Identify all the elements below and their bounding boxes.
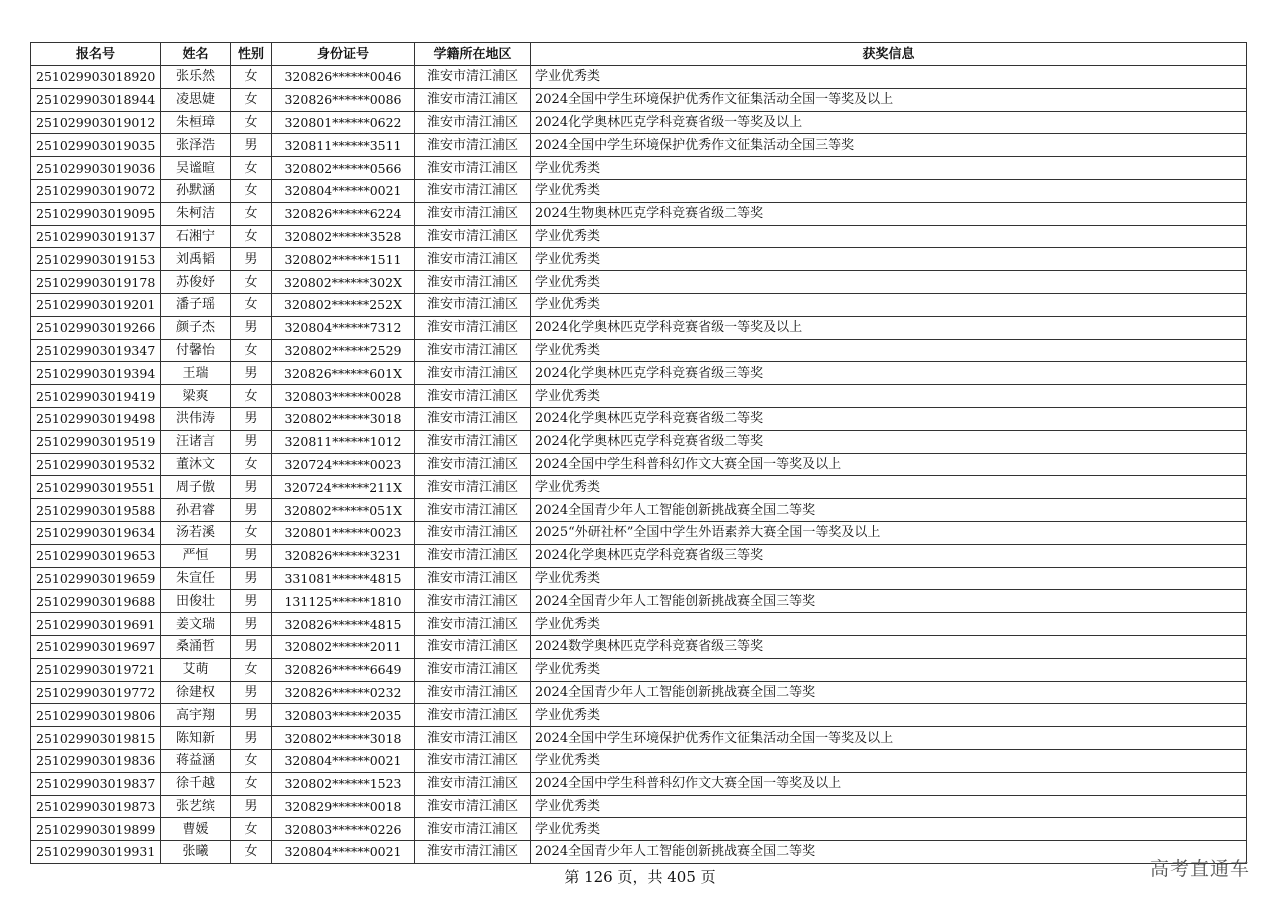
registration-number-cell: 251029903019721 <box>31 658 161 681</box>
name-cell: 张曦 <box>161 841 231 864</box>
id-number-cell: 320801******0023 <box>272 521 415 544</box>
id-number-cell: 320826******0046 <box>272 66 415 89</box>
col-header-name: 姓名 <box>161 43 231 66</box>
award-info-cell: 2024数学奥林匹克学科竞赛省级三等奖 <box>531 635 1247 658</box>
table-row <box>31 202 1247 225</box>
id-number-cell: 320803******0028 <box>272 385 415 408</box>
id-number-cell: 320802******1511 <box>272 248 415 271</box>
table-row <box>31 407 1247 430</box>
gender-cell: 女 <box>231 66 272 89</box>
gender-cell: 男 <box>231 704 272 727</box>
id-number-cell: 320802******2011 <box>272 635 415 658</box>
gender-cell: 男 <box>231 590 272 613</box>
name-cell: 田俊壮 <box>161 590 231 613</box>
award-info-cell: 2024全国青少年人工智能创新挑战赛全国二等奖 <box>531 499 1247 522</box>
award-info-cell: 学业优秀类 <box>531 613 1247 636</box>
school-region-cell: 淮安市清江浦区 <box>415 453 531 476</box>
registration-number-cell: 251029903019012 <box>31 111 161 134</box>
award-info-cell: 2024全国青少年人工智能创新挑战赛全国三等奖 <box>531 590 1247 613</box>
table-body <box>31 66 1247 864</box>
award-info-cell: 学业优秀类 <box>531 339 1247 362</box>
id-number-cell: 320826******4815 <box>272 613 415 636</box>
table-row <box>31 795 1247 818</box>
id-number-cell: 320802******302X <box>272 271 415 294</box>
registration-number-cell: 251029903019419 <box>31 385 161 408</box>
name-cell: 潘子瑶 <box>161 293 231 316</box>
header-row <box>31 43 1247 66</box>
table-row <box>31 841 1247 864</box>
gender-cell: 女 <box>231 157 272 180</box>
award-info-cell: 学业优秀类 <box>531 818 1247 841</box>
registration-number-cell: 251029903019201 <box>31 293 161 316</box>
table-row <box>31 567 1247 590</box>
gender-cell: 男 <box>231 316 272 339</box>
gender-cell: 男 <box>231 681 272 704</box>
id-number-cell: 320826******601X <box>272 362 415 385</box>
registration-number-cell: 251029903019688 <box>31 590 161 613</box>
school-region-cell: 淮安市清江浦区 <box>415 727 531 750</box>
id-number-cell: 320829******0018 <box>272 795 415 818</box>
gender-cell: 男 <box>231 476 272 499</box>
gender-cell: 女 <box>231 749 272 772</box>
award-info-cell: 2024化学奥林匹克学科竞赛省级三等奖 <box>531 544 1247 567</box>
name-cell: 周子傲 <box>161 476 231 499</box>
name-cell: 艾萌 <box>161 658 231 681</box>
award-roster-table <box>30 42 1247 864</box>
name-cell: 徐建权 <box>161 681 231 704</box>
school-region-cell: 淮安市清江浦区 <box>415 749 531 772</box>
registration-number-cell: 251029903019551 <box>31 476 161 499</box>
name-cell: 姜文瑞 <box>161 613 231 636</box>
id-number-cell: 320802******3528 <box>272 225 415 248</box>
award-info-cell: 2024全国中学生环境保护优秀作文征集活动全国一等奖及以上 <box>531 727 1247 750</box>
gender-cell: 男 <box>231 407 272 430</box>
school-region-cell: 淮安市清江浦区 <box>415 613 531 636</box>
table-row <box>31 316 1247 339</box>
name-cell: 吴谧暄 <box>161 157 231 180</box>
table-row <box>31 749 1247 772</box>
table-row <box>31 544 1247 567</box>
name-cell: 徐千越 <box>161 772 231 795</box>
award-info-cell: 2024全国中学生环境保护优秀作文征集活动全国一等奖及以上 <box>531 88 1247 111</box>
registration-number-cell: 251029903019072 <box>31 179 161 202</box>
award-info-cell: 学业优秀类 <box>531 476 1247 499</box>
award-info-cell: 学业优秀类 <box>531 271 1247 294</box>
name-cell: 洪伟涛 <box>161 407 231 430</box>
id-number-cell: 320801******0622 <box>272 111 415 134</box>
award-info-cell: 2024全国中学生科普科幻作文大赛全国一等奖及以上 <box>531 772 1247 795</box>
award-info-cell: 学业优秀类 <box>531 658 1247 681</box>
award-info-cell: 学业优秀类 <box>531 248 1247 271</box>
registration-number-cell: 251029903019697 <box>31 635 161 658</box>
name-cell: 严恒 <box>161 544 231 567</box>
id-number-cell: 320802******051X <box>272 499 415 522</box>
table-row <box>31 727 1247 750</box>
id-number-cell: 320802******1523 <box>272 772 415 795</box>
school-region-cell: 淮安市清江浦区 <box>415 430 531 453</box>
school-region-cell: 淮安市清江浦区 <box>415 202 531 225</box>
id-number-cell: 320826******0232 <box>272 681 415 704</box>
award-info-cell: 学业优秀类 <box>531 385 1247 408</box>
award-info-cell: 学业优秀类 <box>531 795 1247 818</box>
registration-number-cell: 251029903019532 <box>31 453 161 476</box>
table-row <box>31 613 1247 636</box>
table-row <box>31 293 1247 316</box>
name-cell: 刘禹韬 <box>161 248 231 271</box>
table-row <box>31 635 1247 658</box>
table-row <box>31 818 1247 841</box>
id-number-cell: 131125******1810 <box>272 590 415 613</box>
table-row <box>31 430 1247 453</box>
name-cell: 颜子杰 <box>161 316 231 339</box>
gender-cell: 女 <box>231 202 272 225</box>
name-cell: 汪诸言 <box>161 430 231 453</box>
name-cell: 蒋益涵 <box>161 749 231 772</box>
award-info-cell: 2024生物奥林匹克学科竞赛省级二等奖 <box>531 202 1247 225</box>
school-region-cell: 淮安市清江浦区 <box>415 157 531 180</box>
gender-cell: 男 <box>231 795 272 818</box>
name-cell: 朱宣任 <box>161 567 231 590</box>
name-cell: 苏俊妤 <box>161 271 231 294</box>
registration-number-cell: 251029903019772 <box>31 681 161 704</box>
id-number-cell: 320803******0226 <box>272 818 415 841</box>
gender-cell: 女 <box>231 772 272 795</box>
id-number-cell: 320804******0021 <box>272 749 415 772</box>
registration-number-cell: 251029903019035 <box>31 134 161 157</box>
gender-cell: 男 <box>231 499 272 522</box>
col-header-award-info: 获奖信息 <box>531 43 1247 66</box>
id-number-cell: 320724******0023 <box>272 453 415 476</box>
school-region-cell: 淮安市清江浦区 <box>415 704 531 727</box>
col-header-school-region: 学籍所在地区 <box>415 43 531 66</box>
registration-number-cell: 251029903019153 <box>31 248 161 271</box>
school-region-cell: 淮安市清江浦区 <box>415 88 531 111</box>
col-header-registration-number: 报名号 <box>31 43 161 66</box>
gender-cell: 女 <box>231 385 272 408</box>
id-number-cell: 320811******1012 <box>272 430 415 453</box>
gender-cell: 男 <box>231 613 272 636</box>
name-cell: 朱桓璋 <box>161 111 231 134</box>
school-region-cell: 淮安市清江浦区 <box>415 316 531 339</box>
table-row <box>31 88 1247 111</box>
id-number-cell: 320826******6224 <box>272 202 415 225</box>
gender-cell: 女 <box>231 841 272 864</box>
id-number-cell: 320804******0021 <box>272 841 415 864</box>
name-cell: 孙默涵 <box>161 179 231 202</box>
gender-cell: 女 <box>231 111 272 134</box>
name-cell: 陈知新 <box>161 727 231 750</box>
gender-cell: 男 <box>231 362 272 385</box>
award-info-cell: 学业优秀类 <box>531 179 1247 202</box>
id-number-cell: 320804******0021 <box>272 179 415 202</box>
table-row <box>31 339 1247 362</box>
school-region-cell: 淮安市清江浦区 <box>415 407 531 430</box>
id-number-cell: 320802******252X <box>272 293 415 316</box>
table-row <box>31 271 1247 294</box>
table-row <box>31 704 1247 727</box>
registration-number-cell: 251029903019659 <box>31 567 161 590</box>
award-info-cell: 2024全国青少年人工智能创新挑战赛全国二等奖 <box>531 681 1247 704</box>
registration-number-cell: 251029903019394 <box>31 362 161 385</box>
registration-number-cell: 251029903019931 <box>31 841 161 864</box>
col-header-gender: 性别 <box>231 43 272 66</box>
registration-number-cell: 251029903019634 <box>31 521 161 544</box>
gender-cell: 女 <box>231 271 272 294</box>
id-number-cell: 320804******7312 <box>272 316 415 339</box>
registration-number-cell: 251029903019873 <box>31 795 161 818</box>
registration-number-cell: 251029903019036 <box>31 157 161 180</box>
school-region-cell: 淮安市清江浦区 <box>415 225 531 248</box>
table-row <box>31 66 1247 89</box>
name-cell: 凌思婕 <box>161 88 231 111</box>
name-cell: 董沐文 <box>161 453 231 476</box>
name-cell: 桑涌哲 <box>161 635 231 658</box>
id-number-cell: 320802******2529 <box>272 339 415 362</box>
gender-cell: 男 <box>231 635 272 658</box>
id-number-cell: 320802******3018 <box>272 727 415 750</box>
school-region-cell: 淮安市清江浦区 <box>415 841 531 864</box>
school-region-cell: 淮安市清江浦区 <box>415 293 531 316</box>
table-row <box>31 157 1247 180</box>
registration-number-cell: 251029903019837 <box>31 772 161 795</box>
table-row <box>31 385 1247 408</box>
award-info-cell: 学业优秀类 <box>531 749 1247 772</box>
school-region-cell: 淮安市清江浦区 <box>415 111 531 134</box>
name-cell: 高宇翔 <box>161 704 231 727</box>
gender-cell: 女 <box>231 293 272 316</box>
school-region-cell: 淮安市清江浦区 <box>415 271 531 294</box>
school-region-cell: 淮安市清江浦区 <box>415 818 531 841</box>
page-number: 第 126 页，共 405 页 <box>564 868 716 886</box>
school-region-cell: 淮安市清江浦区 <box>415 521 531 544</box>
school-region-cell: 淮安市清江浦区 <box>415 385 531 408</box>
table-row <box>31 499 1247 522</box>
gender-cell: 女 <box>231 658 272 681</box>
table-row <box>31 362 1247 385</box>
id-number-cell: 320826******0086 <box>272 88 415 111</box>
name-cell: 张乐然 <box>161 66 231 89</box>
watermark-logo-text: 高考直通车 <box>1149 858 1250 880</box>
gender-cell: 女 <box>231 339 272 362</box>
award-info-cell: 学业优秀类 <box>531 225 1247 248</box>
registration-number-cell: 251029903019899 <box>31 818 161 841</box>
name-cell: 梁爽 <box>161 385 231 408</box>
school-region-cell: 淮安市清江浦区 <box>415 590 531 613</box>
award-info-cell: 学业优秀类 <box>531 66 1247 89</box>
name-cell: 张艺缤 <box>161 795 231 818</box>
name-cell: 汤若溪 <box>161 521 231 544</box>
school-region-cell: 淮安市清江浦区 <box>415 681 531 704</box>
award-info-cell: 2024化学奥林匹克学科竞赛省级二等奖 <box>531 407 1247 430</box>
table-row <box>31 658 1247 681</box>
school-region-cell: 淮安市清江浦区 <box>415 362 531 385</box>
award-info-cell: 2024全国中学生科普科幻作文大赛全国一等奖及以上 <box>531 453 1247 476</box>
school-region-cell: 淮安市清江浦区 <box>415 635 531 658</box>
id-number-cell: 320803******2035 <box>272 704 415 727</box>
name-cell: 孙君睿 <box>161 499 231 522</box>
name-cell: 张泽浩 <box>161 134 231 157</box>
gender-cell: 男 <box>231 727 272 750</box>
school-region-cell: 淮安市清江浦区 <box>415 499 531 522</box>
award-info-cell: 2024全国青少年人工智能创新挑战赛全国二等奖 <box>531 841 1247 864</box>
school-region-cell: 淮安市清江浦区 <box>415 476 531 499</box>
table-row <box>31 772 1247 795</box>
table-row <box>31 453 1247 476</box>
gender-cell: 男 <box>231 134 272 157</box>
gender-cell: 女 <box>231 453 272 476</box>
name-cell: 朱柯洁 <box>161 202 231 225</box>
school-region-cell: 淮安市清江浦区 <box>415 567 531 590</box>
school-region-cell: 淮安市清江浦区 <box>415 248 531 271</box>
registration-number-cell: 251029903019095 <box>31 202 161 225</box>
school-region-cell: 淮安市清江浦区 <box>415 134 531 157</box>
award-info-cell: 2025“外研社杯”全国中学生外语素养大赛全国一等奖及以上 <box>531 521 1247 544</box>
col-header-id-number: 身份证号 <box>272 43 415 66</box>
gender-cell: 女 <box>231 179 272 202</box>
id-number-cell: 320802******0566 <box>272 157 415 180</box>
table-row <box>31 590 1247 613</box>
gender-cell: 女 <box>231 818 272 841</box>
school-region-cell: 淮安市清江浦区 <box>415 795 531 818</box>
award-info-cell: 2024化学奥林匹克学科竞赛省级一等奖及以上 <box>531 111 1247 134</box>
registration-number-cell: 251029903019588 <box>31 499 161 522</box>
registration-number-cell: 251029903019137 <box>31 225 161 248</box>
registration-number-cell: 251029903019519 <box>31 430 161 453</box>
award-info-cell: 学业优秀类 <box>531 293 1247 316</box>
gender-cell: 男 <box>231 430 272 453</box>
award-info-cell: 学业优秀类 <box>531 157 1247 180</box>
name-cell: 王瑞 <box>161 362 231 385</box>
gender-cell: 女 <box>231 88 272 111</box>
gender-cell: 男 <box>231 544 272 567</box>
school-region-cell: 淮安市清江浦区 <box>415 544 531 567</box>
registration-number-cell: 251029903019498 <box>31 407 161 430</box>
gender-cell: 男 <box>231 248 272 271</box>
name-cell: 石湘宁 <box>161 225 231 248</box>
award-info-cell: 2024全国中学生环境保护优秀作文征集活动全国三等奖 <box>531 134 1247 157</box>
table-row <box>31 681 1247 704</box>
table-row <box>31 179 1247 202</box>
registration-number-cell: 251029903019691 <box>31 613 161 636</box>
table-row <box>31 111 1247 134</box>
id-number-cell: 320826******3231 <box>272 544 415 567</box>
school-region-cell: 淮安市清江浦区 <box>415 772 531 795</box>
id-number-cell: 320811******3511 <box>272 134 415 157</box>
id-number-cell: 320826******6649 <box>272 658 415 681</box>
registration-number-cell: 251029903019815 <box>31 727 161 750</box>
name-cell: 曹媛 <box>161 818 231 841</box>
name-cell: 付馨怡 <box>161 339 231 362</box>
registration-number-cell: 251029903019347 <box>31 339 161 362</box>
table-row <box>31 225 1247 248</box>
award-info-cell: 2024化学奥林匹克学科竞赛省级三等奖 <box>531 362 1247 385</box>
id-number-cell: 320724******211X <box>272 476 415 499</box>
gender-cell: 女 <box>231 225 272 248</box>
registration-number-cell: 251029903019806 <box>31 704 161 727</box>
registration-number-cell: 251029903019653 <box>31 544 161 567</box>
table-row <box>31 521 1247 544</box>
registration-number-cell: 251029903018944 <box>31 88 161 111</box>
award-info-cell: 2024化学奥林匹克学科竞赛省级一等奖及以上 <box>531 316 1247 339</box>
award-info-cell: 学业优秀类 <box>531 567 1247 590</box>
school-region-cell: 淮安市清江浦区 <box>415 66 531 89</box>
registration-number-cell: 251029903018920 <box>31 66 161 89</box>
registration-number-cell: 251029903019836 <box>31 749 161 772</box>
table-row <box>31 134 1247 157</box>
school-region-cell: 淮安市清江浦区 <box>415 658 531 681</box>
gender-cell: 女 <box>231 521 272 544</box>
table-row <box>31 476 1247 499</box>
award-info-cell: 学业优秀类 <box>531 704 1247 727</box>
registration-number-cell: 251029903019178 <box>31 271 161 294</box>
id-number-cell: 331081******4815 <box>272 567 415 590</box>
table-row <box>31 248 1247 271</box>
school-region-cell: 淮安市清江浦区 <box>415 339 531 362</box>
table-header <box>31 43 1247 66</box>
award-info-cell: 2024化学奥林匹克学科竞赛省级二等奖 <box>531 430 1247 453</box>
registration-number-cell: 251029903019266 <box>31 316 161 339</box>
school-region-cell: 淮安市清江浦区 <box>415 179 531 202</box>
id-number-cell: 320802******3018 <box>272 407 415 430</box>
gender-cell: 男 <box>231 567 272 590</box>
